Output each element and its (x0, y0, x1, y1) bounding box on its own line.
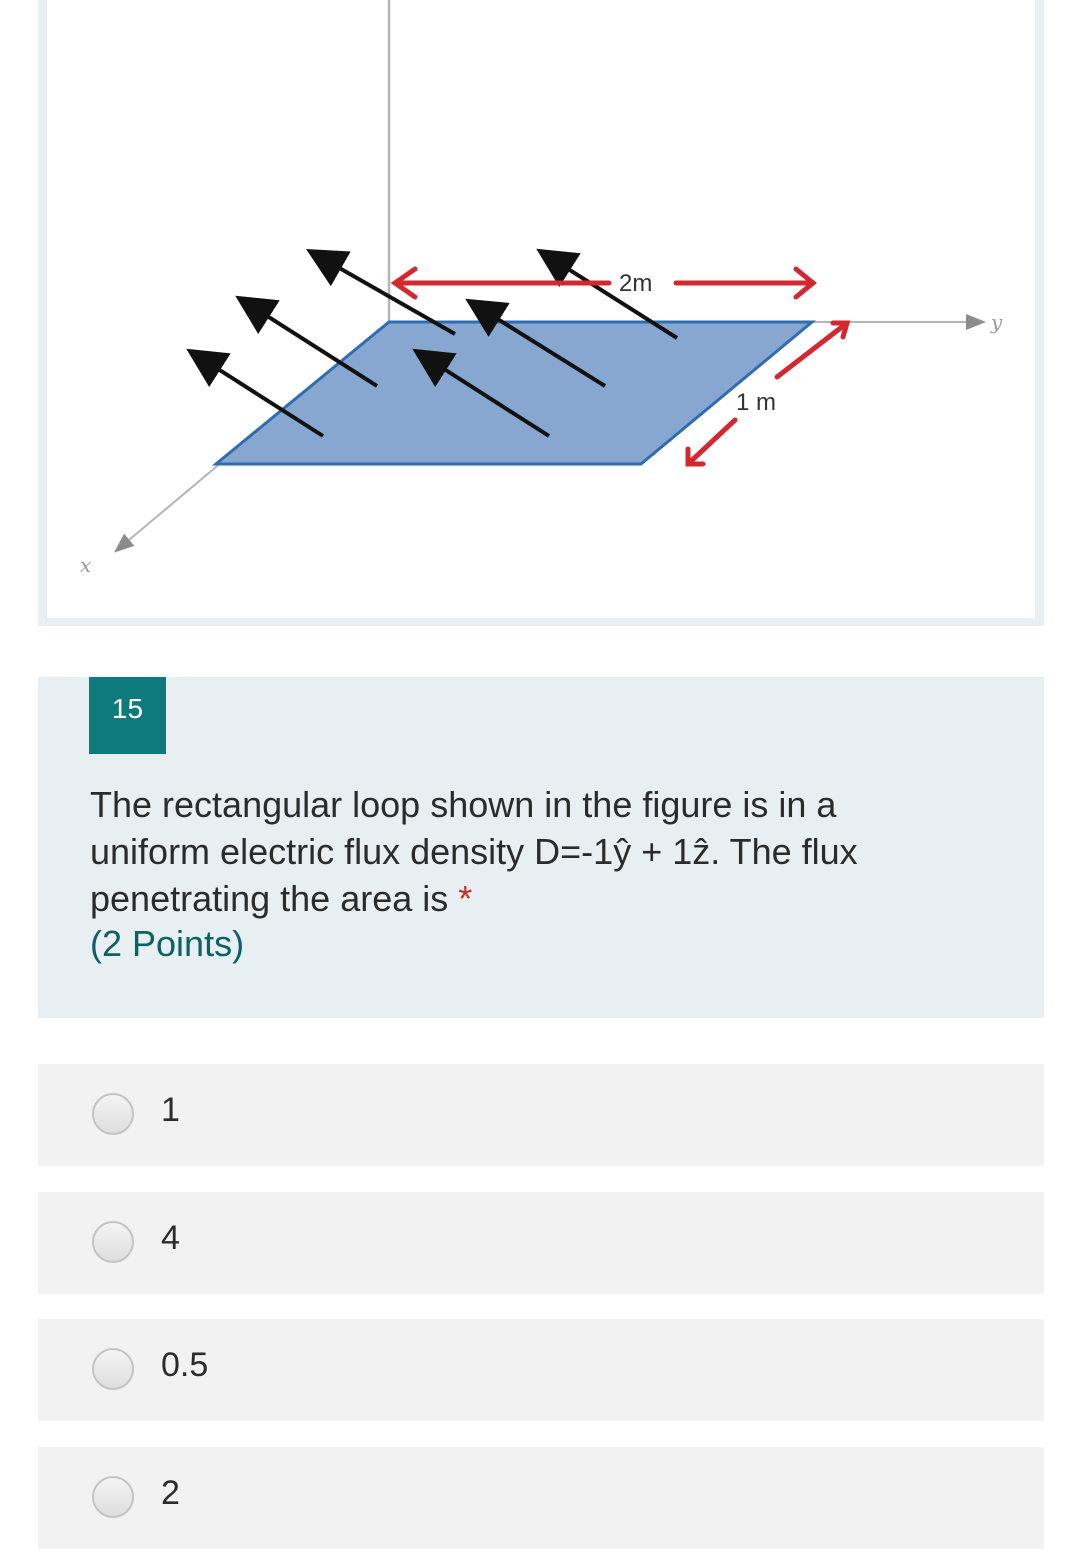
answer-option-0-5[interactable] (38, 1319, 1044, 1421)
question-points: (2 Points) (90, 923, 245, 964)
radio-button[interactable] (92, 1093, 134, 1135)
rectangular-loop (216, 322, 812, 464)
answer-option-4[interactable] (38, 1192, 1044, 1294)
flux-arrow (313, 253, 455, 334)
radio-button[interactable] (92, 1348, 134, 1390)
option-label: 1 (161, 1091, 180, 1129)
question-card (38, 677, 1044, 1018)
radio-button[interactable] (92, 1221, 134, 1263)
depth-label: 1 m (736, 389, 777, 416)
answer-option-1[interactable] (38, 1064, 1044, 1166)
question-prompt: The rectangular loop shown in the figure is in a uniform electric flux density D=-1ŷ + 1ẑ. The flux penetrating the area is (90, 784, 858, 919)
option-label: 2 (161, 1474, 180, 1512)
answer-option-2[interactable] (38, 1447, 1044, 1549)
loop-diagram (47, 0, 1035, 618)
y-axis-label: y (991, 310, 1003, 334)
option-label: 4 (161, 1219, 180, 1257)
required-asterisk: * (458, 878, 473, 919)
question-text (90, 781, 950, 922)
x-axis-label: x (80, 553, 92, 577)
flux-arrow (242, 300, 377, 386)
width-label: 2m (619, 270, 653, 297)
radio-button[interactable] (92, 1476, 134, 1518)
option-label: 0.5 (161, 1346, 209, 1384)
question-figure (47, 0, 1035, 618)
question-number-badge: 15 (89, 677, 166, 754)
question-figure-frame (38, 0, 1044, 626)
